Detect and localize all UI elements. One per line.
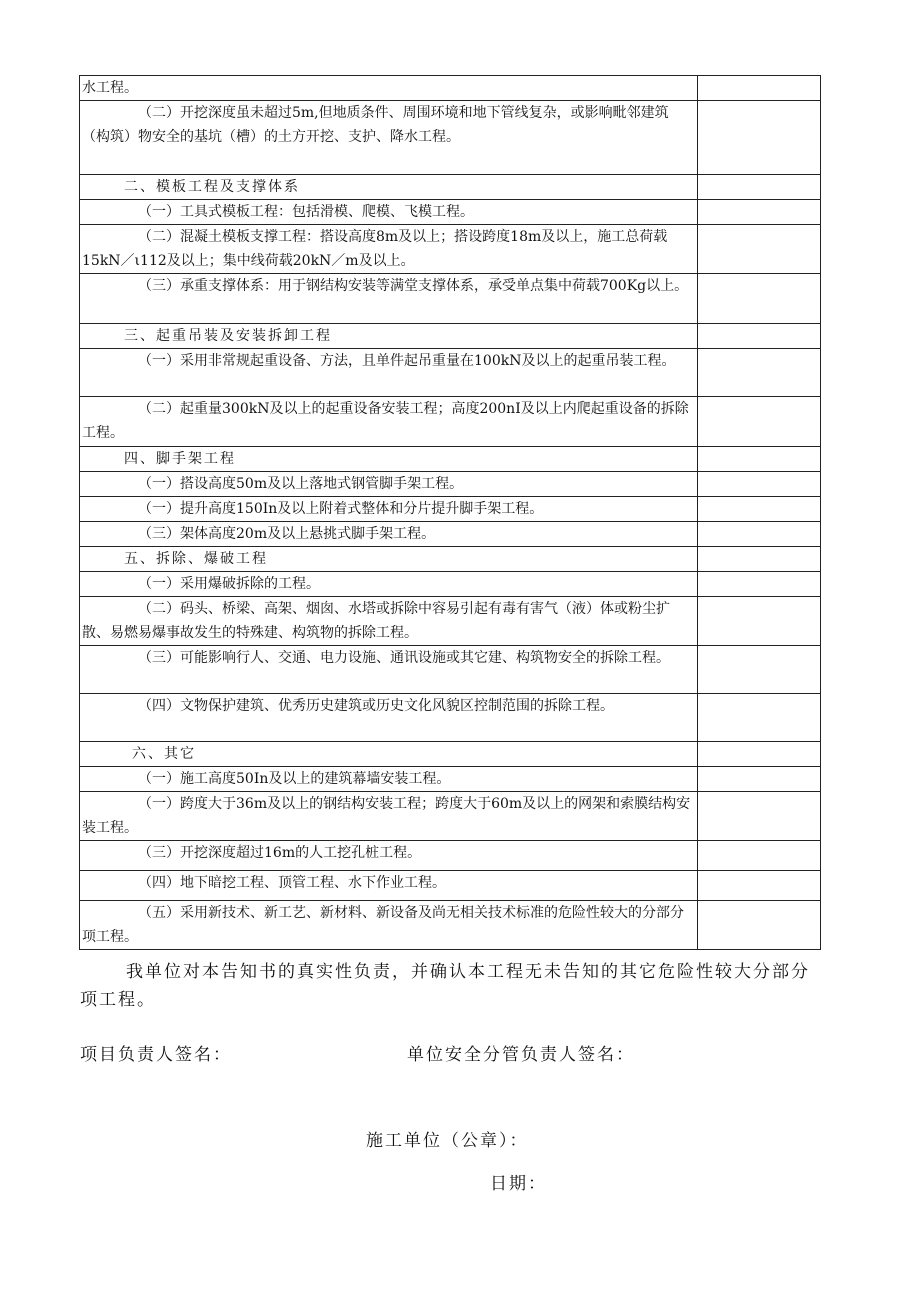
remarks-cell: [698, 694, 821, 742]
item-description: （二）码头、桥梁、高架、烟囱、水塔或拆除中容易引起有毒有害气（液）体或粉尘扩散、易燃易爆事故发生的特殊建、构筑物的拆除工程。: [80, 597, 698, 646]
item-description: （三）可能影响行人、交通、电力设施、通讯设施或其它建、构筑物安全的拆除工程。: [80, 646, 698, 694]
declaration-text: 我单位对本告知书的真实性负责，并确认本工程无未告知的其它危险性较大分部分项工程。: [80, 962, 810, 1010]
remarks-cell: [698, 200, 821, 225]
remarks-cell: [698, 597, 821, 646]
table-row: [80, 324, 821, 349]
item-description: （二）开挖深度虽未超过5m,但地质条件、周围环境和地下管线复杂，或影响毗邻建筑（构筑）物安全的基坑（槽）的土方开挖、支护、降水工程。: [80, 101, 698, 175]
table-row: [80, 522, 821, 547]
remarks-cell: [698, 324, 821, 349]
table-row: [80, 646, 821, 694]
remarks-cell: [698, 767, 821, 792]
remarks-cell: [698, 522, 821, 547]
table-row: [80, 547, 821, 572]
remarks-cell: [698, 225, 821, 274]
item-description: （二）起重量300kN及以上的起重设备安装工程；高度200nI及以上内爬起重设备的拆除工程。: [80, 397, 698, 447]
item-description: （三）架体高度20m及以上悬挑式脚手架工程。: [80, 522, 698, 547]
company-seal-label: 施工单位（公章）：: [366, 1131, 529, 1151]
remarks-cell: [698, 572, 821, 597]
item-description: （一）跨度大于36m及以上的钢结构安装工程；跨度大于60m及以上的网架和索膜结构安装工程。: [80, 792, 698, 841]
section-heading: 二、模板工程及支撑体系: [80, 175, 698, 200]
remarks-cell: [698, 901, 821, 950]
table-row: [80, 225, 821, 274]
table-row: [80, 397, 821, 447]
item-description: （一）采用爆破拆除的工程。: [80, 572, 698, 597]
table-row: [80, 871, 821, 901]
remarks-cell: [698, 841, 821, 871]
remarks-cell: [698, 646, 821, 694]
remarks-cell: [698, 349, 821, 397]
safety-manager-signature-label: 单位安全分管负责人签名：: [407, 1045, 635, 1065]
table-row: [80, 349, 821, 397]
project-manager-signature-label: 项目负责人签名：: [80, 1045, 232, 1065]
remarks-cell: [698, 547, 821, 572]
remarks-cell: [698, 101, 821, 175]
table-row: [80, 572, 821, 597]
item-description: （一）采用非常规起重设备、方法，且单件起吊重量在100kN及以上的起重吊装工程。: [80, 349, 698, 397]
table-row: [80, 597, 821, 646]
table-row: [80, 497, 821, 522]
table-row: [80, 101, 821, 175]
table-row: [80, 694, 821, 742]
remarks-cell: [698, 472, 821, 497]
table-row: [80, 767, 821, 792]
section-heading: 五、拆除、爆破工程: [80, 547, 698, 572]
remarks-cell: [698, 497, 821, 522]
remarks-cell: [698, 175, 821, 200]
item-description: （二）混凝土模板支撑工程：搭设高度8m及以上；搭设跨度18m及以上，施工总荷载15kN／ι112及以上；集中线荷载20kN／m及以上。: [80, 225, 698, 274]
table-row: [80, 742, 821, 767]
remarks-cell: [698, 397, 821, 447]
date-label: 日期：: [490, 1174, 547, 1194]
hazard-table-body: [80, 76, 821, 950]
item-description: （一）搭设高度50m及以上落地式钢管脚手架工程。: [80, 472, 698, 497]
table-row: [80, 472, 821, 497]
table-row: [80, 447, 821, 472]
section-heading: 三、起重吊装及安装拆卸工程: [80, 324, 698, 349]
item-description: （三）承重支撑体系：用于钢结构安装等满堂支撑体系，承受单点集中荷载700Kg以上。: [80, 274, 698, 324]
item-description: （一）工具式模板工程：包括滑模、爬模、飞模工程。: [80, 200, 698, 225]
table-row: [80, 792, 821, 841]
remarks-cell: [698, 871, 821, 901]
remarks-cell: [698, 76, 821, 101]
table-row: [80, 841, 821, 871]
remarks-cell: [698, 742, 821, 767]
table-row: [80, 274, 821, 324]
table-row: [80, 901, 821, 950]
item-description: （四）文物保护建筑、优秀历史建筑或历史文化风貌区控制范围的拆除工程。: [80, 694, 698, 742]
section-heading: 六、其它: [80, 742, 698, 767]
section-heading: 四、脚手架工程: [80, 447, 698, 472]
table-row: [80, 76, 821, 101]
item-description: 水工程。: [80, 76, 698, 101]
remarks-cell: [698, 792, 821, 841]
remarks-cell: [698, 447, 821, 472]
item-description: （四）地下暗挖工程、顶管工程、水下作业工程。: [80, 871, 698, 901]
item-description: （五）采用新技术、新工艺、新材料、新设备及尚无相关技术标准的危险性较大的分部分项工程。: [80, 901, 698, 950]
item-description: （三）开挖深度超过16m的人工挖孔桩工程。: [80, 841, 698, 871]
remarks-cell: [698, 274, 821, 324]
table-row: [80, 200, 821, 225]
hazard-table: [79, 75, 821, 950]
item-description: （一）施工高度50In及以上的建筑幕墙安装工程。: [80, 767, 698, 792]
table-row: [80, 175, 821, 200]
item-description: （一）提升高度150In及以上附着式整体和分片提升脚手架工程。: [80, 497, 698, 522]
